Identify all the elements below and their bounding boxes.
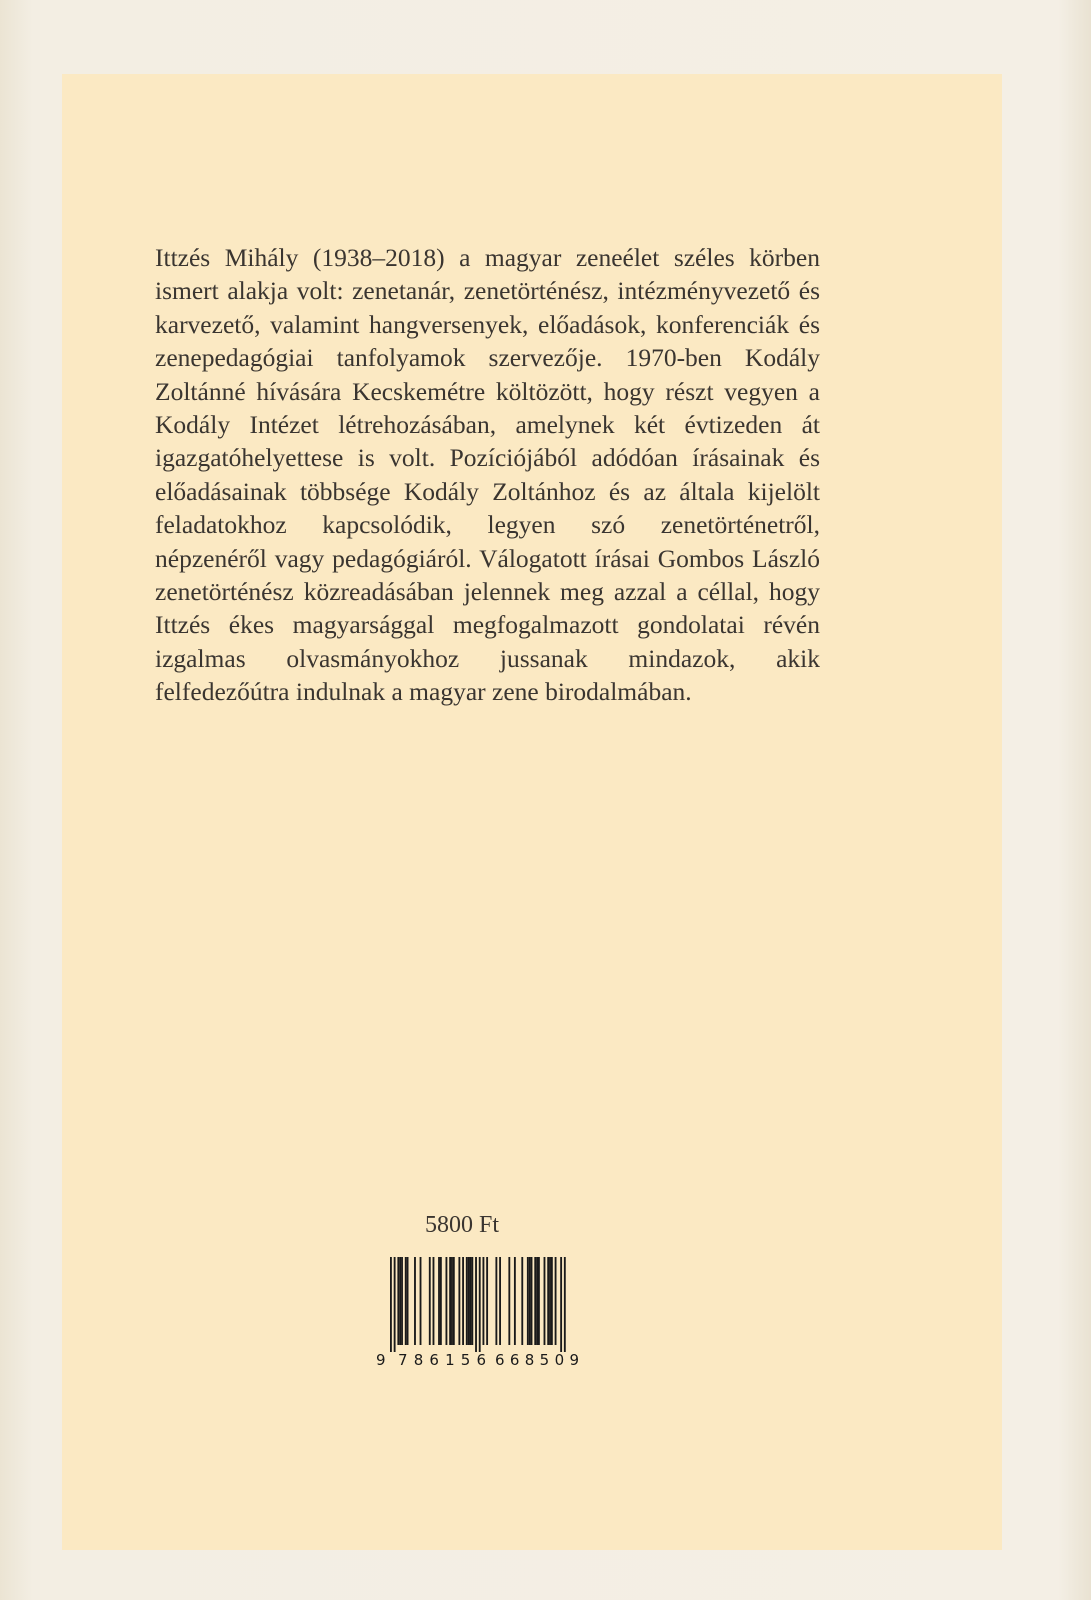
barcode-bar <box>544 1257 546 1345</box>
barcode-bar <box>397 1257 399 1345</box>
barcode-right-digits: 668509 <box>495 1351 579 1369</box>
barcode-bar <box>547 1257 549 1345</box>
barcode-bar <box>414 1257 416 1345</box>
barcode-bar <box>521 1257 523 1345</box>
barcode-bar <box>499 1257 501 1345</box>
barcode-bar <box>449 1257 451 1345</box>
barcode-left-digits: 786156 <box>398 1351 486 1369</box>
barcode-bar <box>538 1257 540 1345</box>
barcode-bar <box>531 1257 533 1345</box>
barcode-bar <box>483 1257 485 1345</box>
barcode-bar <box>486 1257 488 1345</box>
barcode-bar <box>564 1257 566 1352</box>
barcode-bar <box>470 1257 472 1345</box>
isbn-barcode <box>370 1255 580 1370</box>
barcode-bar <box>433 1257 435 1345</box>
barcode-bar <box>534 1257 536 1345</box>
barcode-bar <box>529 1257 531 1345</box>
barcode-bar <box>420 1257 422 1345</box>
barcode-bar <box>468 1257 470 1345</box>
barcode-bar <box>394 1257 396 1352</box>
barcode-bar <box>527 1257 529 1345</box>
barcode-lead-digit: 9 <box>376 1351 386 1369</box>
barcode-bar <box>462 1257 464 1345</box>
barcode-bar <box>429 1257 431 1345</box>
barcode-bar <box>407 1257 409 1345</box>
barcode-bar <box>479 1257 481 1352</box>
blurb-text: Ittzés Mihály (1938–2018) a magyar zeneélet széles körben ismert alakja volt: zenetanár, zenetörténész, intézményvezető és karvezető, valamint hangversenyek, előadások, konferenciák és zenepedagógiai tanfolyamok szervezője. 1970-ben Kodály Zoltánné hívására Kecskemétre költözött, hogy részt vegyen a Kodály Intézet létrehozásában, amelynek két évtizeden át igazgatóhelyettese is volt. Pozíciójából adódóan írásainak és előadásainak többsége Kodály Zoltánhoz és az általa kijelölt feladatokhoz kapcsolódik, legyen szó zenetörténetről, népzenéről vagy pedagógiáról. Válogatott írásai Gombos László zenetörténész közreadásában jelennek meg azzal a céllal, hogy Ittzés ékes magyarsággal megfogalmazott gondolatai révén izgalmas olvasmányokhoz jussanak mindazok, akik felfedezőútra indulnak a magyar zene birodalmában. <box>155 243 820 707</box>
barcode-bar <box>560 1257 562 1352</box>
barcode-bar <box>405 1257 407 1345</box>
barcode-bar <box>390 1257 392 1352</box>
barcode-bar <box>549 1257 551 1345</box>
barcode-bar <box>458 1257 460 1345</box>
barcode-bar <box>438 1257 440 1345</box>
barcode-bar <box>440 1257 442 1345</box>
barcode-bar <box>401 1257 403 1345</box>
barcode-bar <box>495 1257 497 1345</box>
barcode-bar <box>399 1257 401 1345</box>
barcode-bar <box>514 1257 516 1345</box>
barcode-bar <box>471 1257 473 1345</box>
barcode-bar <box>451 1257 453 1345</box>
barcode-bar <box>475 1257 477 1352</box>
barcode-bar <box>453 1257 455 1345</box>
barcode-bar <box>551 1257 553 1345</box>
barcode-bar <box>555 1257 557 1345</box>
barcode-bar <box>536 1257 538 1345</box>
barcode-bar <box>466 1257 468 1345</box>
barcode-bar <box>508 1257 510 1345</box>
barcode-bar <box>446 1257 448 1345</box>
price-label: 5800 Ft <box>425 1212 500 1238</box>
